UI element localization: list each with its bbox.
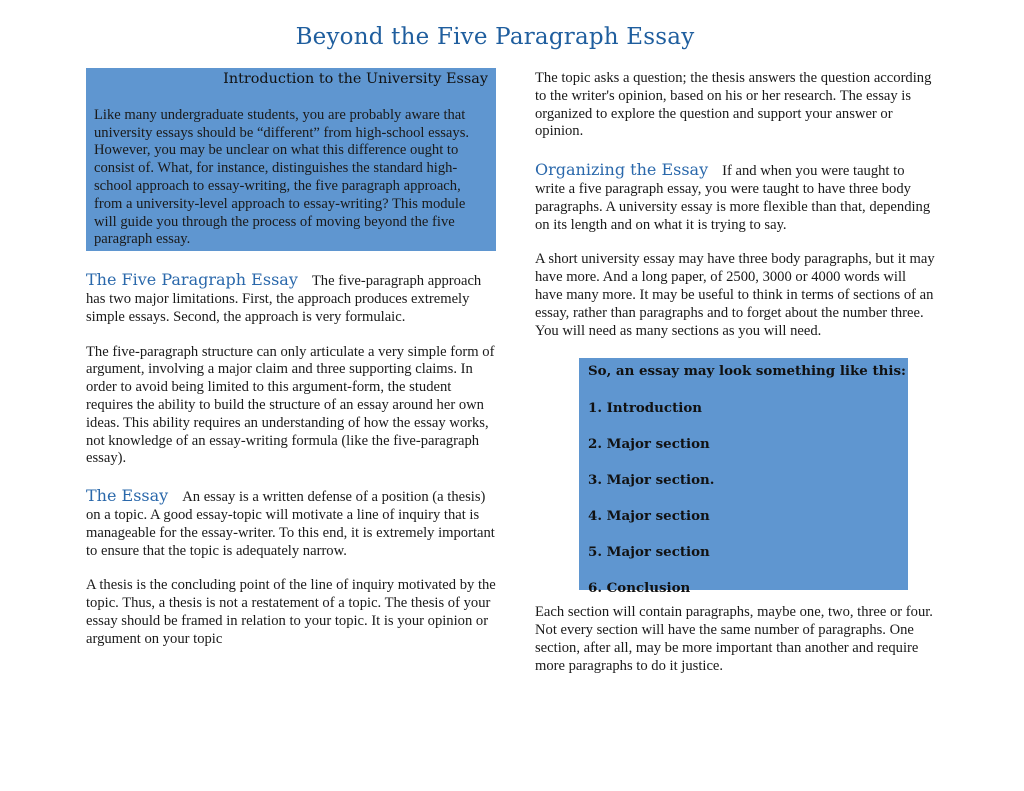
essay-section	[86, 487, 496, 560]
five-paragraph-heading: The Five Paragraph Essay	[86, 270, 298, 290]
organizing-heading: Organizing the Essay	[535, 160, 709, 180]
outline-box	[579, 358, 908, 597]
essay-text-3: The topic asks a question; the thesis answers the question according to the writer's opinion, based on his or her research. The essay is organized to explore the question and support your answer or opinion.	[535, 70, 932, 140]
right-column	[535, 70, 935, 676]
essay-text-1: An essay is a written defense of a position (a thesis) on a topic. A good essay-topic will motivate a line of inquiry that is manageable for the essay-writer. To this end, it is extremely important to ensure that the topic is adequately narrow.	[86, 489, 495, 559]
outline-item: 2. Major section	[588, 435, 710, 452]
essay-text-2: A thesis is the concluding point of the line of inquiry motivated by the topic. Thus, a thesis is not a restatement of a topic. The thesis of your essay should be framed in relation to your topic. It is your opinion or argument on your topic	[86, 577, 496, 647]
outline-item: 1. Introduction	[588, 399, 703, 416]
organizing-section	[535, 161, 935, 234]
outline-item: 3. Major section.	[588, 471, 715, 488]
intro-text: Like many undergraduate students, you are probably aware that university essays should be “different” from high-school essays. However, you may be unclear on what this difference ought to consist of. What, for instance, distinguishes the standard high-school approach to essay-writing, the five paragraph approach, from a university-level approach to essay-writing? This module will guide you through the process of moving beyond the five paragraph essay.	[94, 106, 470, 248]
outline-item: 6. Conclusion	[588, 580, 691, 597]
essay-heading: The Essay	[86, 486, 169, 506]
intro-heading: Introduction to the University Essay	[223, 71, 488, 87]
organizing-text-2: A short university essay may have three body paragraphs, but it may have more. And a long paper, of 2500, 3000 or 4000 words will have many more. It may be useful to think in terms of sections of an essay, rather than paragraphs and to forget about the number three. You will need as many sections as you will need.	[535, 251, 935, 339]
outline-item: 4. Major section	[588, 508, 710, 525]
organizing-text-1: If and when you were taught to write a five paragraph essay, you were taught to have three body paragraphs. A university essay is more flexible than that, depending on its length and on what it is trying to say.	[535, 163, 931, 233]
five-paragraph-section	[86, 271, 496, 326]
five-paragraph-text-1: The five-paragraph approach has two major limitations. First, the approach produces extremely simple essays. Second, the approach is very formulaic.	[86, 273, 482, 325]
outline-intro: So, an essay may look something like this:	[588, 363, 906, 380]
outline-item: 5. Major section	[588, 544, 710, 561]
left-column	[86, 68, 496, 649]
document-title: Beyond the Five Paragraph Essay	[295, 24, 695, 50]
five-paragraph-text-2: The five-paragraph structure can only articulate a very simple form of argument, involving a major claim and three supporting claims. In order to avoid being limited to this argument-form, the student requires the ability to build the structure of an essay around her own ideas. This ability requires an understanding of how the essay works, not knowledge of an essay-writing formula (like the five-paragraph essay).	[86, 343, 495, 467]
organizing-text-3: Each section will contain paragraphs, maybe one, two, three or four. Not every section will have the same number of paragraphs. One section, after all, may be more important than another and require more paragraphs to do it justice.	[535, 604, 933, 674]
intro-box	[86, 68, 496, 251]
